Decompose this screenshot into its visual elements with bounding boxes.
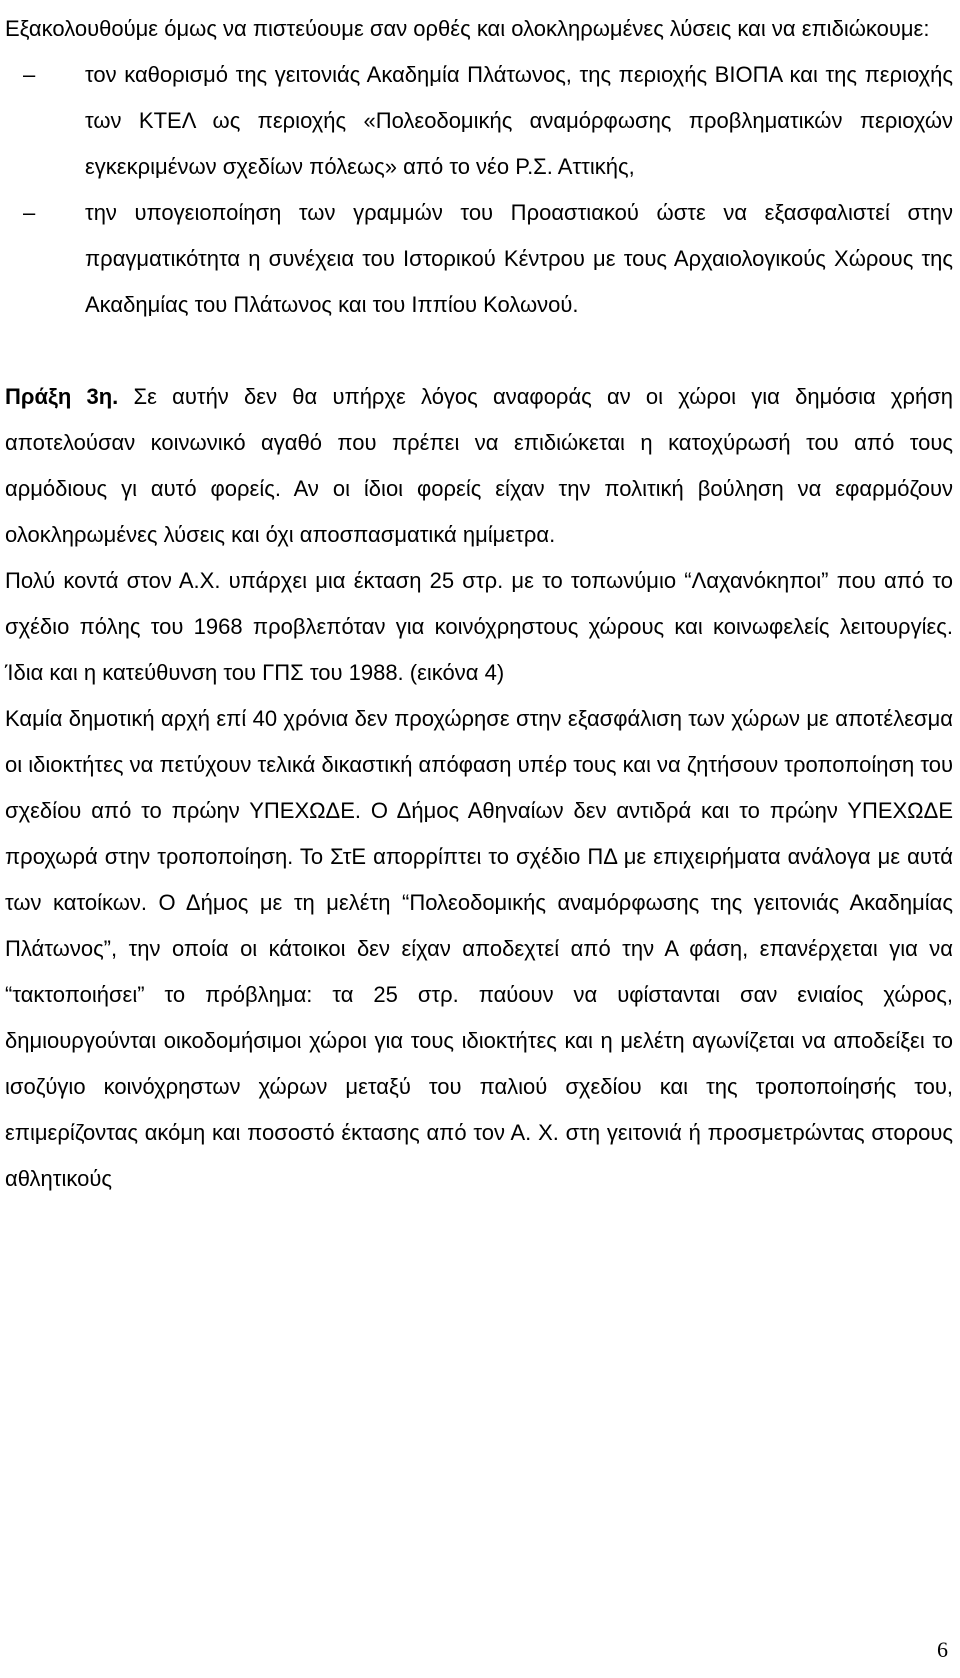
action-text: Σε αυτήν δεν θα υπήρχε λόγος αναφοράς αν οι χώροι για δημόσια χρήση αποτελούσαν κοινωνικό αγαθό που πρέπει να επιδιώκεται η κατοχύρωσή του από τους αρμόδιους γι αυτό φορείς. Αν οι ίδιοι φορείς είχαν την πολιτική βούληση να εφαρμόζουν ολοκληρωμένες λύσεις και όχι αποσπασματικά ημίμετρα.	[5, 384, 954, 547]
action-heading: Πράξη 3η.	[5, 384, 119, 409]
paragraph-municipal: Καμία δημοτική αρχή επί 40 χρόνια δεν προχώρησε στην εξασφάλιση των χώρων με αποτέλεσμα οι ιδιοκτήτες να πετύχουν τελικά δικαστική απόφαση υπέρ τους και να ζητήσουν τροποποίηση του σχεδίου από το πρώην ΥΠΕΧΩΔΕ. Ο Δήμος Αθηναίων δεν αντιδρά και το πρώην ΥΠΕΧΩΔΕ προχωρά στην τροποποίηση. Το ΣτΕ απορρίπτει το σχέδιο ΠΔ με επιχειρήματα ανάλογα με αυτά των κατοίκων. Ο Δήμος με τη μελέτη “Πολεοδομικής αναμόρφωσης της γειτονιάς Ακαδημίας Πλάτωνος”, την οποία οι κάτοικοι δεν είχαν αποδεχτεί από την Α φάση, επανέρχεται για να “τακτοποιήσει” το πρόβλημα: τα 25 στρ. παύουν να υφίστανται σαν ενιαίος χώρος, δημιουργούνται οικοδομήσιμοι χώροι για τους ιδιοκτήτες και η μελέτη αγωνίζεται να αποδείξει το ισοζύγιο κοινόχρηστων χώρων μεταξύ του παλιού σχεδίου και της τροποποίησής του, επιμερίζοντας ακόμη και ποσοστό έκτασης από τον Α. Χ. στη γειτονιά ή προσμετρώντας στορους αθλητικούς	[5, 706, 954, 1191]
dash-marker: –	[23, 62, 36, 87]
list-item-text: την υπογειοποίηση των γραμμών του Προαστιακού ώστε να εξασφαλιστεί στην πραγματικότητα η συνέχεια του Ιστορικού Κέντρου με τους Αρχαιολογικούς Χώρους της Ακαδημίας του Πλάτωνος και του Ιππίου Κολωνού.	[85, 200, 953, 317]
page-number: 6	[937, 1637, 948, 1662]
list-item	[5, 52, 953, 190]
bullet-list	[5, 52, 953, 328]
paragraph-lachanokipoi: Πολύ κοντά στον Α.Χ. υπάρχει μια έκταση 25 στρ. με το τοπωνύμιο “Λαχανόκηποι” που από το σχέδιο πόλης του 1968 προβλεπόταν για κοινόχρηστους χώρους και κοινωφελείς λειτουργίες. Ίδια και η κατεύθυνση του ΓΠΣ του 1988. (εικόνα 4)	[5, 568, 953, 685]
dash-marker: –	[23, 200, 36, 225]
list-item-text: τον καθορισμό της γειτονιάς Ακαδημία Πλάτωνος, της περιοχής ΒΙΟΠΑ και της περιοχής των ΚΤΕΛ ως περιοχής «Πολεοδομικής αναμόρφωσης προβληματικών περιοχών εγκεκριμένων σχεδίων πόλεως» από το νέο Ρ.Σ. Αττικής,	[85, 62, 953, 179]
list-item	[5, 190, 953, 328]
action-paragraph	[5, 374, 953, 558]
document-body	[5, 6, 953, 1202]
intro-paragraph: Εξακολουθούμε όμως να πιστεύουμε σαν ορθές και ολοκληρωμένες λύσεις και να επιδιώκουμε:	[5, 16, 930, 41]
